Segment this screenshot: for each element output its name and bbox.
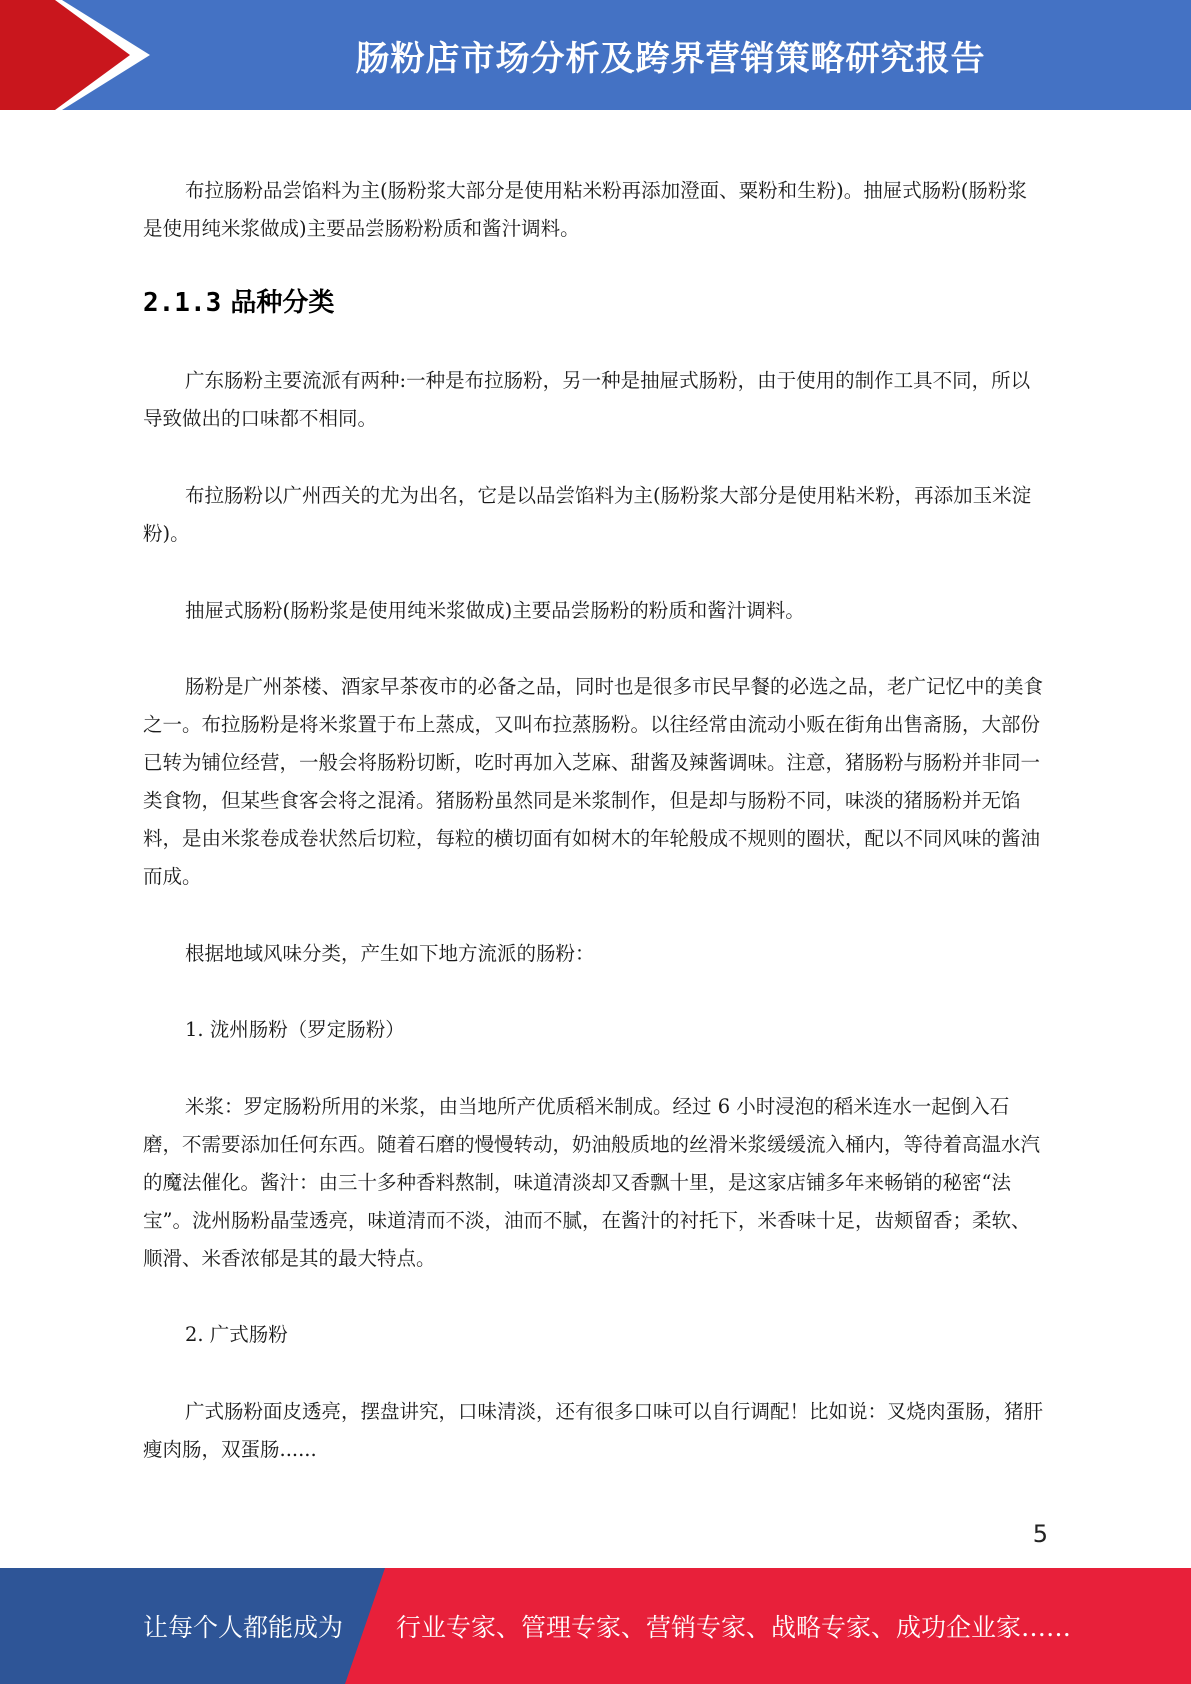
footer-slogan-left: 让每个人都能成为	[143, 1613, 344, 1642]
paragraph: 广式肠粉面皮透亮，摆盘讲究，口味清淡，还有很多口味可以自行调配！比如说：叉烧肉蛋肠，猪肝瘦肉肠，双蛋肠......	[143, 1400, 1044, 1461]
section-number: 2.1.3	[143, 288, 222, 318]
list-item: 1. 泷州肠粉（罗定肠粉）	[185, 1018, 405, 1041]
paragraph: 抽屉式肠粉(肠粉浆是使用纯米浆做成)主要品尝肠粉的粉质和酱汁调料。	[185, 599, 805, 622]
header-arrow-icon	[0, 0, 160, 110]
report-title: 肠粉店市场分析及跨界营销策略研究报告	[355, 38, 986, 79]
paragraph: 根据地域风味分类，产生如下地方流派的肠粉：	[185, 942, 595, 965]
paragraph: 广东肠粉主要流派有两种:一种是布拉肠粉，另一种是抽屉式肠粉，由于使用的制作工具不同，所以导致做出的口味都不相同。	[143, 369, 1031, 430]
paragraph: 布拉肠粉以广州西关的尤为出名，它是以品尝馅料为主(肠粉浆大部分是使用粘米粉，再添加玉米淀粉)。	[143, 484, 1032, 545]
list-item: 2. 广式肠粉	[185, 1323, 288, 1346]
page-header	[0, 0, 1191, 110]
footer-slogan-right: 行业专家、管理专家、营销专家、战略专家、成功企业家……	[396, 1613, 1072, 1642]
paragraph: 布拉肠粉品尝馅料为主(肠粉浆大部分是使用粘米粉再添加澄面、粟粉和生粉)。抽屉式肠粉(肠粉浆是使用纯米浆做成)主要品尝肠粉粉质和酱汁调料。	[143, 179, 1027, 240]
section-heading	[143, 282, 334, 319]
paragraph: 米浆：罗定肠粉所用的米浆，由当地所产优质稻米制成。经过 6 小时浸泡的稻米连水一起倒入石磨，不需要添加任何东西。随着石磨的慢慢转动，奶油般质地的丝滑米浆缓缓流入桶内，等待着高温水汽的魔法催化。酱汁：由三十多种香料熬制，味道清淡却又香飘十里，是这家店铺多年来畅销的秘密“法宝”。泷州肠粉晶莹透亮，味道清而不淡，油而不腻，在酱汁的衬托下，米香味十足，齿颊留香；柔软、顺滑、米香浓郁是其的最大特点。	[143, 1095, 1041, 1270]
paragraph: 肠粉是广州茶楼、酒家早茶夜市的必备之品，同时也是很多市民早餐的必选之品，老广记忆中的美食之一。布拉肠粉是将米浆置于布上蒸成，又叫布拉蒸肠粉。以往经常由流动小贩在街角出售斋肠，大部份已转为铺位经营，一般会将肠粉切断，吃时再加入芝麻、甜酱及辣酱调味。注意，猪肠粉与肠粉并非同一类食物，但某些食客会将之混淆。猪肠粉虽然同是米浆制作，但是却与肠粉不同，味淡的猪肠粉并无馅料，是由米浆卷成卷状然后切粒，每粒的横切面有如树木的年轮般成不规则的圈状，配以不同风味的酱油而成。	[143, 675, 1044, 888]
section-title: 品种分类	[230, 288, 335, 318]
page-number: 5	[1032, 1520, 1048, 1548]
page-footer	[0, 1568, 1191, 1684]
